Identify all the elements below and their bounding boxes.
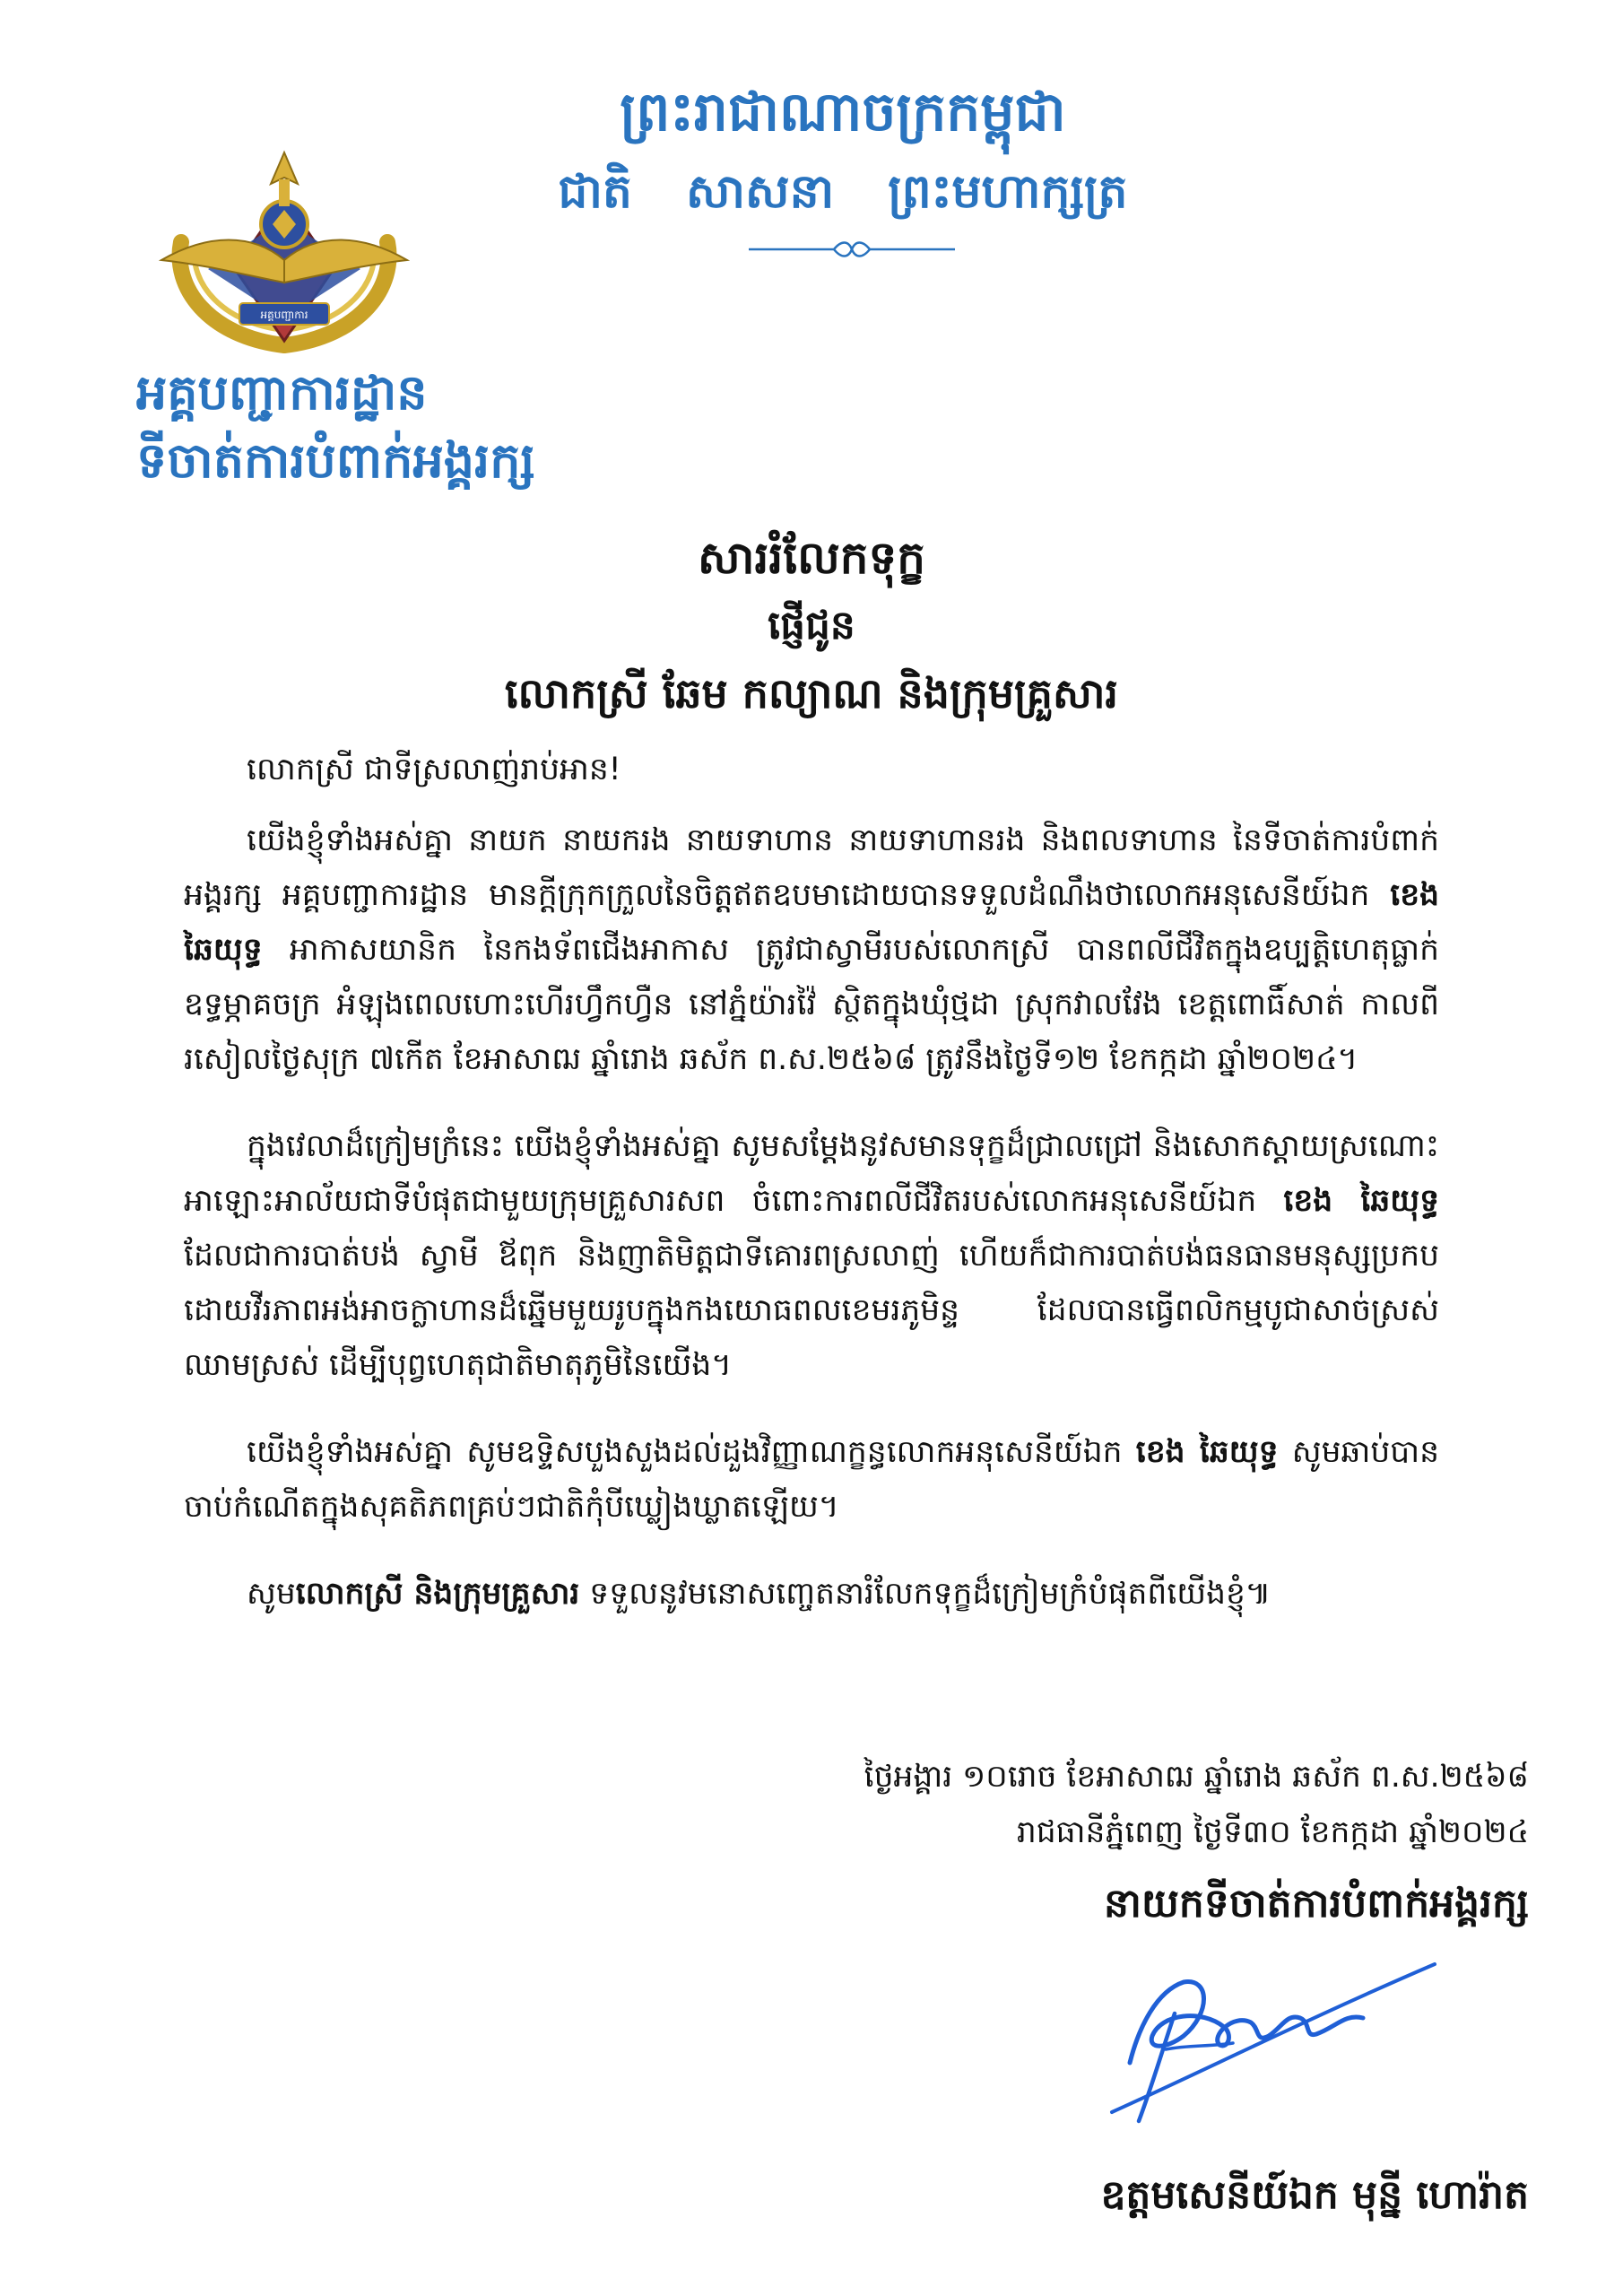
solar-date: រាជធានីភ្នំពេញ ថ្ងៃទី៣០ ខែកក្កដា ឆ្នាំ២០២៤ — [1016, 1814, 1529, 1850]
department-line-1: អគ្គបញ្ជាការដ្ឋាន — [136, 364, 428, 421]
paragraph-1-text: យើងខ្ញុំទាំងអស់គ្នា នាយក នាយករង នាយទាហាន នាយទាហានរង និងពលទាហាន នៃទីចាត់ការបំពាក់អង្គរក្ស អគ្គបញ្ជាការដ្ឋាន មានក្តីក្រុកក្រួលនៃចិត្តឥតឧបមាដោយបានទទួលដំណឹងថាលោកអនុសេនីយ៍ឯក — [184, 822, 1439, 913]
recipient-name: លោកស្រី ឆែម កល្យាណ និងក្រុមគ្រួសារ — [505, 669, 1118, 718]
ornament-divider — [744, 238, 959, 261]
paragraph-3-text-cont: សូមឆាប់បានចាប់កំណើតក្នុងសុគតិភពគ្រប់ៗជាតិកុំបីឃ្លៀងឃ្លាតឡើយ។ — [184, 1434, 1440, 1525]
department-line-2: ទីចាត់ការបំពាក់អង្គរក្ស — [136, 431, 535, 489]
military-emblem-icon — [154, 135, 414, 359]
salutation: លោកស្រី ជាទីស្រលាញ់រាប់អាន! — [247, 752, 621, 787]
paragraph-1 — [184, 813, 1439, 1087]
paragraph-2 — [184, 1119, 1439, 1393]
signatory-title: នាយកទីចាត់ការបំពាក់អង្គរក្ស — [1104, 1881, 1529, 1926]
date-block — [628, 1749, 1529, 1860]
department-name — [136, 359, 603, 494]
closing-line — [184, 1567, 1439, 1622]
handwritten-signature — [1076, 1928, 1453, 2135]
deceased-name: ខេង ឆៃយុទ្ធ — [1283, 1183, 1439, 1219]
letter-body — [184, 743, 1439, 1622]
lunar-date: ថ្ងៃអង្គារ ១០រោច ខែអាសាឍ ឆ្នាំរោង ឆស័ក ព.ស.២៥៦៨ — [864, 1759, 1529, 1795]
paragraph-1-text-cont: អាកាសយានិក នៃកងទ័ពជើងអាកាស ត្រូវជាស្វាមីរបស់លោកស្រី បានពលីជីវិតក្នុងឧប្បត្តិហេតុធ្លាក់ឧទ្ធម្ភាគចក្រ អំឡុងពេលហោះហើរហ្វឹកហ្វឺន នៅភ្នំយ៉ារវ៉ៃ ស្ថិតក្នុងឃុំថ្មដា ស្រុកវាលវែង ខេត្តពោធិ៍សាត់ កាលពីរសៀលថ្ងៃសុក្រ ៧កើត ខែអាសាឍ ឆ្នាំរោង ឆស័ក ព.ស.២៥៦៨ ត្រូវនឹងថ្ងៃទី១២ ខែកក្កដា ឆ្នាំ២០២៤។ — [184, 932, 1439, 1077]
deceased-name: ខេង ឆៃយុទ្ធ — [1135, 1434, 1279, 1470]
letter-title: សាររំលែកទុក្ខ — [698, 532, 925, 584]
paragraph-2-text: ក្នុងវេលាដ៏ក្រៀមក្រំនេះ យើងខ្ញុំទាំងអស់គ្នា សូមសម្តែងនូវសមានទុក្ខដ៏ជ្រាលជ្រៅ និងសោកស្តាយស្រណោះអាឡោះអាល័យជាទីបំផុតជាមួយក្រុមគ្រួសារសព ចំពោះការពលីជីវិតរបស់លោកអនុសេនីយ៍ឯក — [184, 1128, 1439, 1219]
kingdom-title: ព្រះរាជាណាចក្រកម្ពុជា — [620, 81, 1066, 144]
national-motto: ជាតិ សាសនា ព្រះមហាក្សត្រ — [558, 165, 1128, 219]
letter-title-block — [184, 525, 1439, 726]
sent-to-label: ផ្ញើជូន — [768, 603, 855, 648]
closing-recipient: លោកស្រី និងក្រុមគ្រួសារ — [295, 1576, 580, 1612]
paragraph-2-text-cont: ដែលជាការបាត់បង់ ស្វាមី ឪពុក និងញាតិមិត្តជាទីគោរពស្រលាញ់ ហើយក៏ជាការបាត់បង់ធនធានមនុស្សប្រកបដោយវីរភាពអង់អាចក្លាហានដ៏ឆ្នើមមួយរូបក្នុងកងយោធពលខេមរភូមិន្ទ ដែលបានធ្វើពលិកម្មបូជាសាច់ស្រស់ ឈាមស្រស់ ដើម្បីបុព្វហេតុជាតិមាតុភូមិនៃយើង។ — [184, 1238, 1439, 1383]
signatory-name: ឧត្តមសេនីយ៍ឯក មុន្នី ហោរ៉ាត — [1100, 2172, 1529, 2218]
closing-text: សូម — [247, 1576, 296, 1612]
paragraph-3-text: យើងខ្ញុំទាំងអស់គ្នា សូមឧទ្ទិសបួងសួងដល់ដួងវិញ្ញាណក្ខន្ធលោកអនុសេនីយ៍ឯក — [247, 1434, 1136, 1470]
closing-text-cont: ទទួលនូវមនោសញ្ចេតនារំលែកទុក្ខដ៏ក្រៀមក្រំបំផុតពីយើងខ្ញុំ៕ — [579, 1576, 1271, 1612]
deceased-name: ខេង ឆៃយុទ្ធ — [184, 877, 1439, 968]
emblem-caption: អគ្គបញ្ជាការ — [260, 309, 308, 321]
paragraph-3 — [184, 1425, 1439, 1535]
